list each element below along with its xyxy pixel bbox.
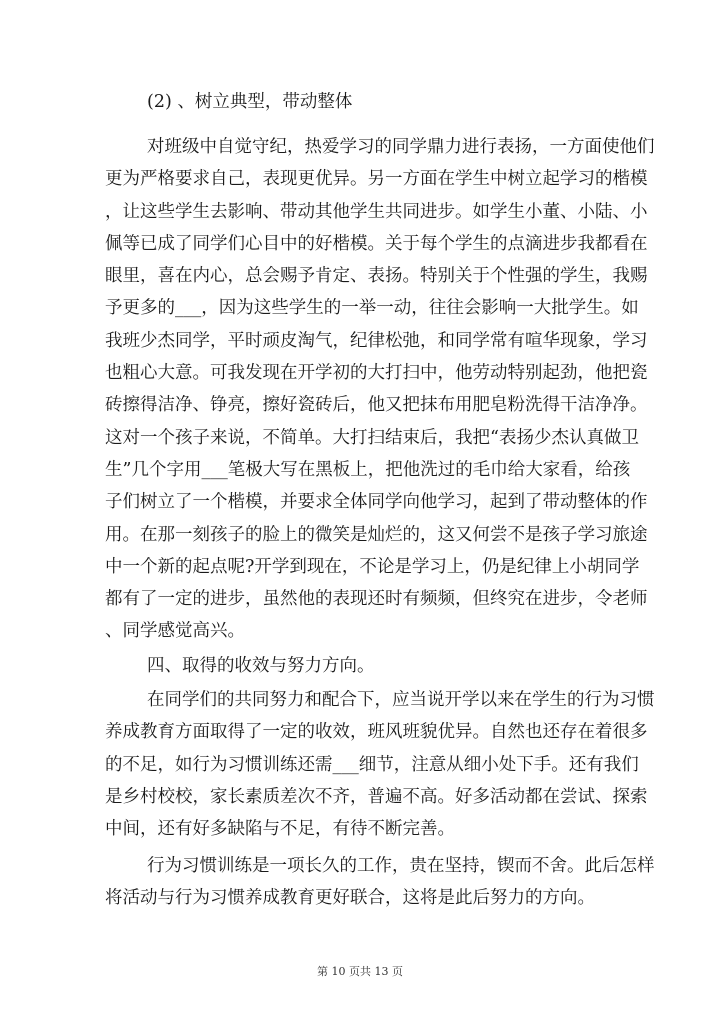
text-line: 中间，还有好多缺陷与不足，有待不断完善。 <box>105 819 455 840</box>
text-line: 在同学们的共同努力和配合下，应当说开学以来在学生的行为习惯 <box>147 690 655 710</box>
text-line: 都有了一定的进步，虽然他的表现还时有频频，但终究在进步，令老师 <box>105 589 648 610</box>
text-line: 这对一个孩子来说，不简单。大打扫结束后，我把“表扬少杰认真做卫 <box>105 427 639 448</box>
text-line: 子们树立了一个楷模，并要求全体同学向他学习，起到了带动整体的作 <box>105 492 648 513</box>
text-line: 中一个新的起点呢?开学到现在，不论是学习上，仍是纪律上小胡同学 <box>105 556 640 577</box>
text-line: 更为严格要求自己，表现更优异。另一方面在学生中树立起学习的楷模 <box>105 169 648 190</box>
text-line: 、同学感觉高兴。 <box>105 621 245 642</box>
text-line: 行为习惯训练是一项长久的工作，贵在坚持，锲而不舍。此后怎样 <box>147 856 655 876</box>
text-line: 予更多的___，因为这些学生的一举一动，往往会影响一大批学生。如 <box>105 298 639 319</box>
text-line: 是乡村校校，家长素质差次不齐，普遍不高。好多活动都在尝试、探索 <box>105 786 648 807</box>
text-line: 佩等已成了同学们心目中的好楷模。关于每个学生的点滴进步我都看在 <box>105 233 648 254</box>
paragraph-direction <box>105 850 655 915</box>
page-number-footer: 第 10 页共 13 页 <box>317 965 403 978</box>
text-line: 用。在那一刻孩子的脸上的微笑是灿烂的，这又何尝不是孩子学习旅途 <box>105 524 648 545</box>
text-line: 将活动与行为习惯养成教育更好联合，这将是此后努力的方向。 <box>105 888 595 909</box>
text-line: 也粗心大意。可我发现在开学初的大打扫中，他劳动特别起劲，他把瓷 <box>105 363 648 384</box>
text-line: 对班级中自觉守纪，热爱学习的同学鼎力进行表扬，一方面使他们 <box>147 137 655 157</box>
text-line: 我班少杰同学，平时顽皮淘气，纪律松弛，和同学常有喧华现象，学习 <box>105 330 648 351</box>
section-title-text: 四、取得的收效与努力方向。 <box>147 656 375 676</box>
paragraph-results <box>105 684 655 845</box>
text-line: 生”几个字用___笔极大写在黑板上，把他洗过的毛巾给大家看，给孩 <box>105 459 631 480</box>
paragraph-role-models <box>105 131 655 648</box>
text-line: ，让这些学生去影响、带动其他学生共同进步。如学生小董、小陆、小 <box>105 201 648 222</box>
subsection-heading: (2) 、树立典型，带动整体 <box>147 92 353 112</box>
section-title <box>105 650 605 682</box>
text-line: 的不足，如行为习惯训练还需___细节，注意从细小处下手。还有我们 <box>105 754 639 775</box>
text-line: 眼里，喜在内心，总会赐予肯定、表扬。特别关于个性强的学生，我赐 <box>105 266 648 287</box>
text-line: 砖擦得洁净、铮亮，擦好瓷砖后，他又把抹布用肥皂粉洗得干洁净净。 <box>105 395 648 416</box>
text-line: 养成教育方面取得了一定的收效，班风班貌优异。自然也还存在着很多 <box>105 722 648 743</box>
